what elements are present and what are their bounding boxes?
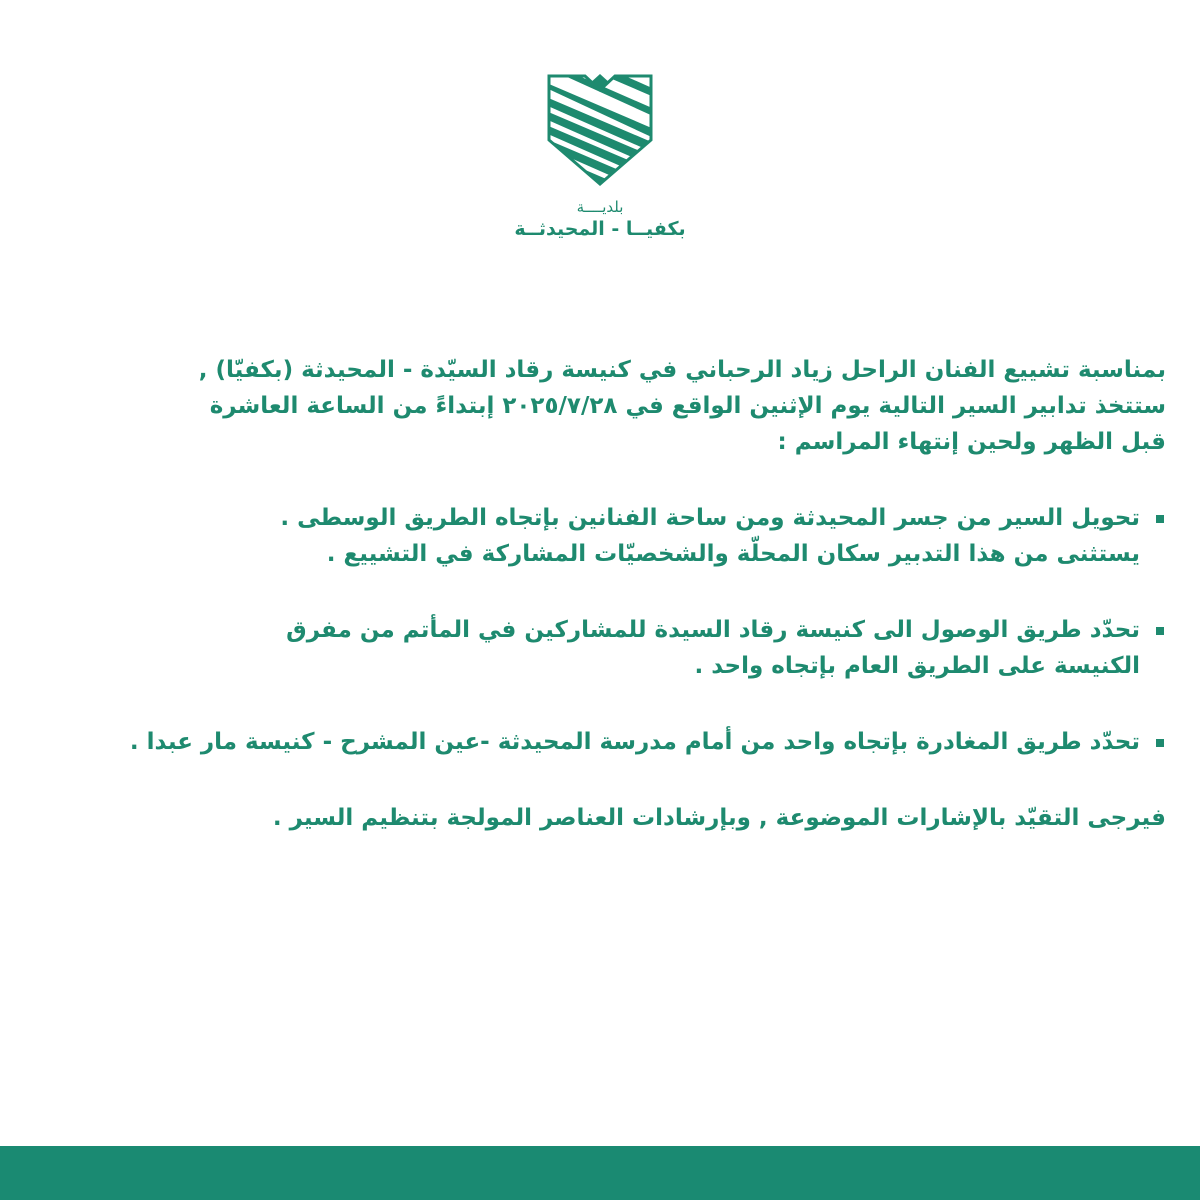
notice-body — [26, 352, 1166, 836]
intro-line: بمناسبة تشييع الفنان الراحل زياد الرحباني في كنيسة رقاد السيّدة - المحيدثة (بكفيّا) , — [198, 357, 1166, 383]
logo-subtitle: بلديــــة — [576, 198, 624, 216]
intro-line: ستتخذ تدابير السير التالية يوم الإثنين الواقع في ٢٠٢٥/٧/٢٨ إبتداءً من الساعة العاشرة — [209, 393, 1166, 419]
bullet-item — [26, 500, 1166, 572]
closing-line: فيرجى التقيّد بالإشارات الموضوعة , وبإرشادات العناصر المولجة بتنظيم السير . — [272, 805, 1166, 831]
bullet-line: تحدّد طريق الوصول الى كنيسة رقاد السيدة للمشاركين في المأتم من مفرق — [286, 617, 1140, 643]
bullet-line: الكنيسة على الطريق العام بإتجاه واحد . — [694, 653, 1140, 679]
notice-closing — [26, 800, 1166, 836]
bullet-square-icon — [1156, 739, 1164, 747]
municipality-logo — [500, 68, 700, 258]
footer-bar — [0, 1146, 1200, 1200]
bullet-line: يستثنى من هذا التدبير سكان المحلّة والشخصيّات المشاركة في التشييع . — [326, 541, 1140, 567]
notice-intro — [26, 352, 1166, 460]
bullet-square-icon — [1156, 515, 1164, 523]
logo-title: بكفيــا - المحيدثــة — [514, 218, 686, 240]
bullet-square-icon — [1156, 627, 1164, 635]
bullet-item — [26, 612, 1166, 684]
intro-line: قبل الظهر ولحين إنتهاء المراسم : — [777, 429, 1166, 455]
shield-stripes-icon — [545, 68, 655, 186]
bullet-line: تحويل السير من جسر المحيدثة ومن ساحة الفنانين بإتجاه الطريق الوسطى . — [280, 505, 1140, 531]
bullet-line: تحدّد طريق المغادرة بإتجاه واحد من أمام مدرسة المحيدثة -عين المشرح - كنيسة مار عبدا . — [129, 729, 1140, 755]
bullet-item — [26, 724, 1166, 760]
